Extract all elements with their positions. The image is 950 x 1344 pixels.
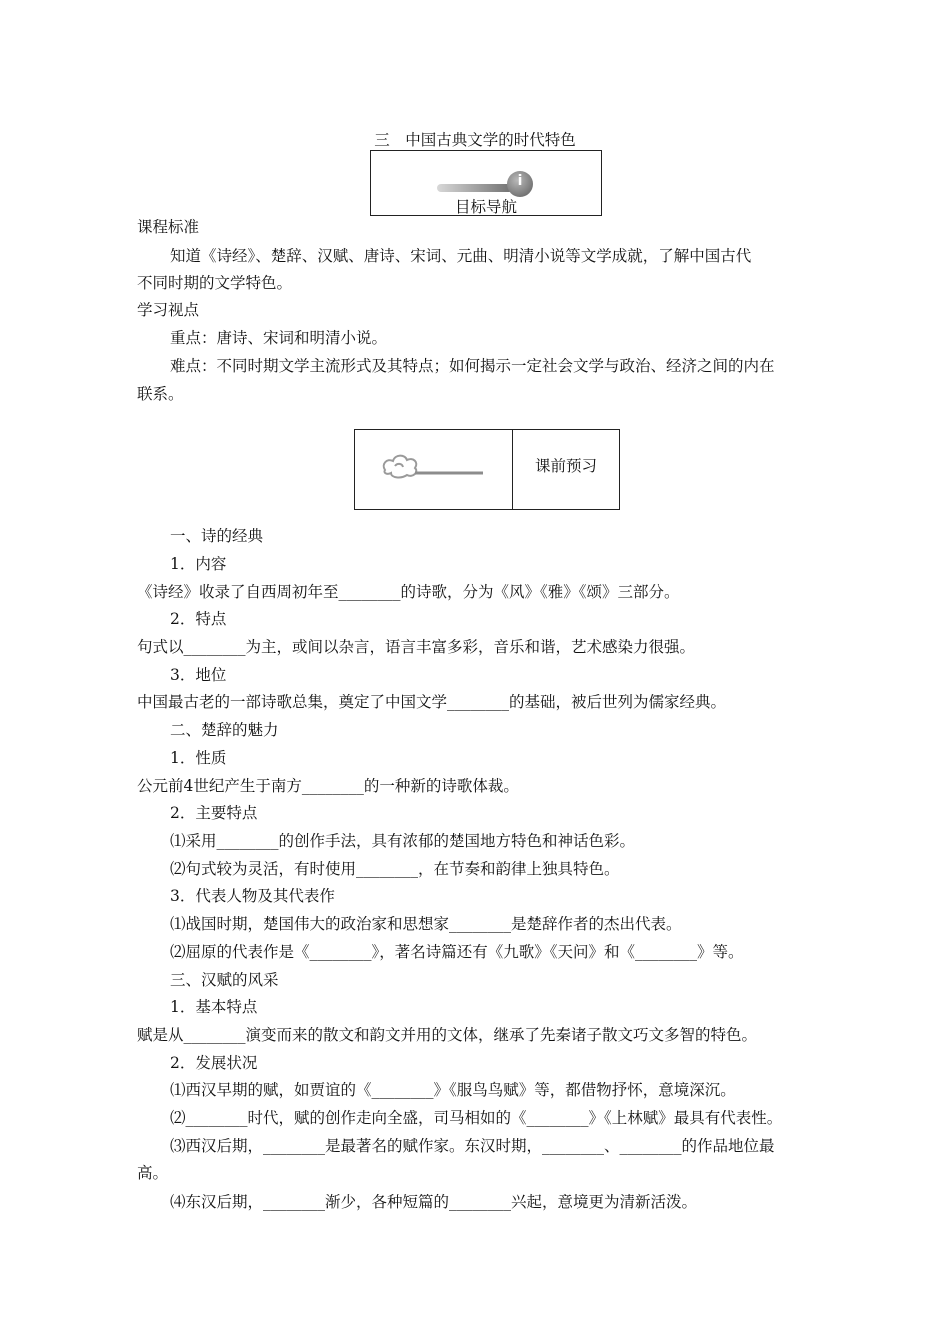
subheading: 3．代表人物及其代表作 bbox=[170, 887, 335, 905]
preview-label: 课前预习 bbox=[534, 457, 597, 475]
section-heading: 三、汉赋的风采 bbox=[170, 971, 279, 989]
paragraph-line: ⑵________时代，赋的创作走向全盛，司马相如的《________》《上林赋》最具有代表性。 bbox=[170, 1109, 783, 1127]
paragraph-line: 中国最古老的一部诗歌总集，奠定了中国文学________的基础，被后世列为儒家经典。 bbox=[137, 693, 727, 711]
paragraph-line: ⑴采用________的创作手法，具有浓郁的楚国地方特色和神话色彩。 bbox=[170, 832, 636, 850]
preview-box bbox=[354, 429, 620, 510]
section-heading-curriculum: 课程标准 bbox=[137, 218, 200, 236]
paragraph-line: ⑵屈原的代表作是《________》，著名诗篇还有《九歌》《天问》和《________》等。 bbox=[170, 943, 744, 961]
target-navigation-label: 目标导航 bbox=[454, 198, 517, 216]
paragraph-line: ⑴战国时期，楚国伟大的政治家和思想家________是楚辞作者的杰出代表。 bbox=[170, 915, 682, 933]
paragraph-line: 赋是从________演变而来的散文和韵文并用的文体，继承了先秦诸子散文巧文多智的特色。 bbox=[137, 1026, 758, 1044]
section-heading: 一、诗的经典 bbox=[170, 527, 264, 545]
paragraph-line: ⑶西汉后期，________是最著名的赋作家。东汉时期，________、________的作品地位最 bbox=[170, 1137, 775, 1155]
page-title: 三 中国古典文学的时代特色 bbox=[374, 131, 576, 149]
paragraph-line: 重点：唐诗、宋词和明清小说。 bbox=[170, 329, 388, 347]
cloud-icon bbox=[377, 448, 487, 484]
paragraph-line: 不同时期的文学特色。 bbox=[137, 274, 293, 292]
subheading: 2．发展状况 bbox=[170, 1054, 258, 1072]
paragraph-line: 联系。 bbox=[137, 385, 184, 403]
target-navigation-box bbox=[370, 150, 602, 216]
paragraph-line: ⑴西汉早期的赋，如贾谊的《________》《服鸟鸟赋》等，都借物抒怀，意境深沉。 bbox=[170, 1081, 736, 1099]
paragraph-line: 难点：不同时期文学主流形式及其特点；如何揭示一定社会文学与政治、经济之间的内在 bbox=[170, 357, 775, 375]
paragraph-line: 公元前4世纪产生于南方________的一种新的诗歌体裁。 bbox=[137, 777, 519, 795]
subheading: 2．主要特点 bbox=[170, 804, 258, 822]
section-heading: 二、楚辞的魅力 bbox=[170, 721, 279, 739]
paragraph-line: ⑵句式较为灵活，有时使用________，在节奏和韵律上独具特色。 bbox=[170, 860, 620, 878]
info-icon: i bbox=[507, 171, 533, 197]
paragraph-line: 知道《诗经》、楚辞、汉赋、唐诗、宋词、元曲、明清小说等文学成就，了解中国古代 bbox=[170, 247, 752, 265]
subheading: 1．性质 bbox=[170, 749, 227, 767]
banner-bar bbox=[437, 184, 513, 192]
subheading: 1．基本特点 bbox=[170, 998, 258, 1016]
paragraph-line: 高。 bbox=[137, 1164, 169, 1182]
paragraph-line: ⑷东汉后期，________渐少，各种短篇的________兴起，意境更为清新活泼。 bbox=[170, 1193, 698, 1211]
subheading: 2．特点 bbox=[170, 610, 227, 628]
paragraph-line: 句式以________为主，或间以杂言，语言丰富多彩，音乐和谐，艺术感染力很强。 bbox=[137, 638, 696, 656]
paragraph-line: 《诗经》收录了自西周初年至________的诗歌，分为《风》《雅》《颂》三部分。 bbox=[137, 583, 680, 601]
subheading: 1．内容 bbox=[170, 555, 227, 573]
section-heading-viewpoints: 学习视点 bbox=[137, 301, 200, 319]
subheading: 3．地位 bbox=[170, 666, 227, 684]
